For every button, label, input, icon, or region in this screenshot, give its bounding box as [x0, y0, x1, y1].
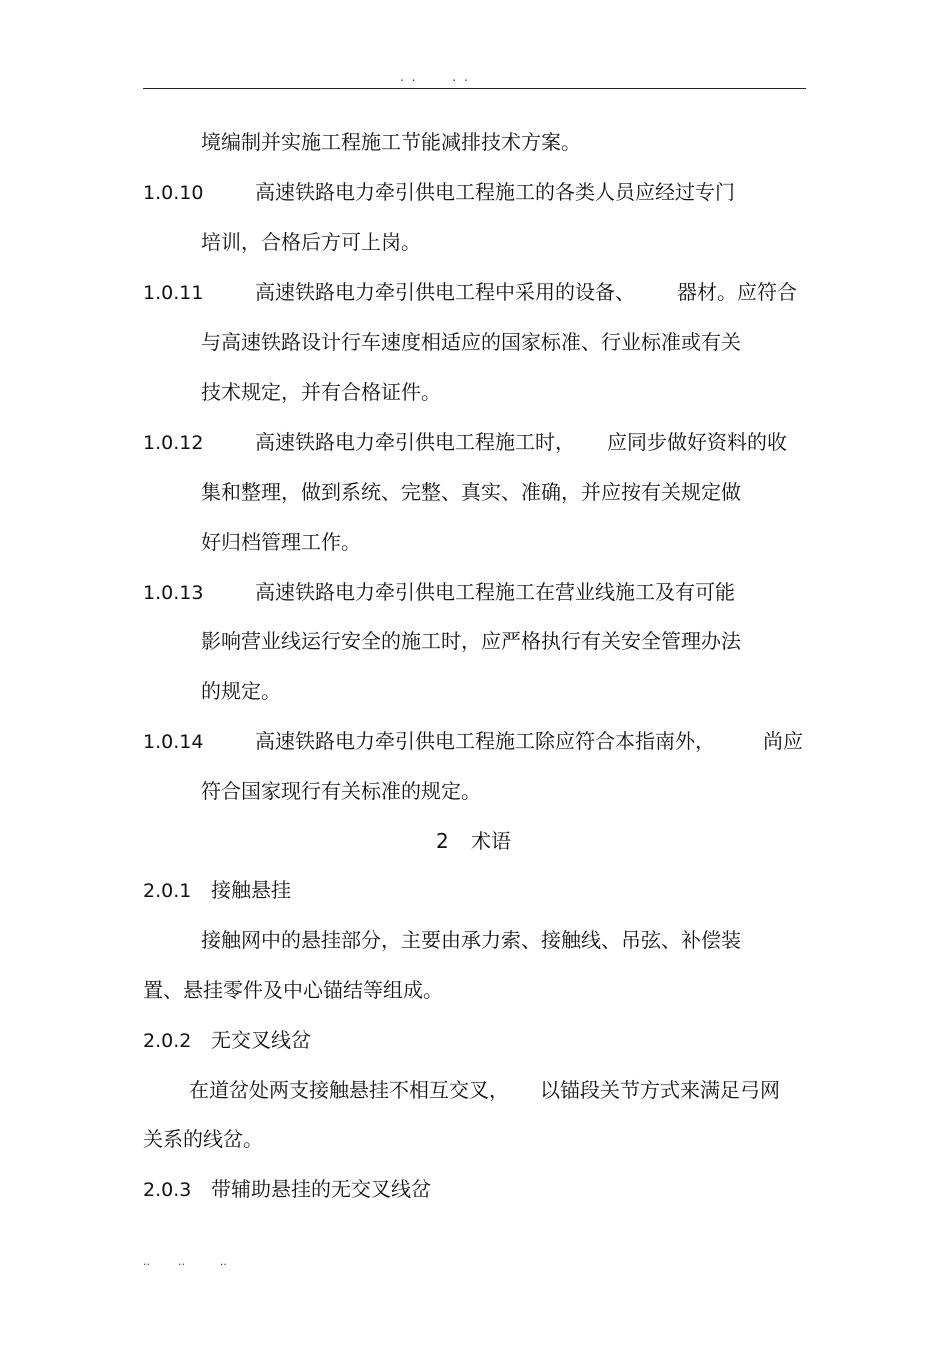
text-line: 的规定。 [201, 679, 281, 703]
term-title: 带辅助悬挂的无交叉线岔 [211, 1177, 431, 1201]
footer-dots: .. .. .. [143, 1255, 227, 1268]
clause-number: 1.0.10 [143, 182, 204, 204]
term-number: 2.0.3 [143, 1179, 192, 1201]
text-line: 符合国家现行有关标准的规定。 [201, 779, 481, 803]
section-title: 术语 [471, 829, 511, 853]
header-rule [143, 88, 806, 89]
clause-number: 1.0.12 [143, 432, 204, 454]
section-number: 2 [436, 829, 449, 853]
text-line: 关系的线岔。 [143, 1127, 263, 1151]
text-line: 以锚段关节方式来满足弓网 [540, 1078, 780, 1102]
text-line: 应同步做好资料的收 [607, 430, 787, 454]
text-line: 接触网中的悬挂部分，主要由承力索、接触线、吊弦、补偿装 [201, 928, 741, 952]
text-line: 好归档管理工作。 [201, 530, 361, 554]
text-line: 尚应 [763, 729, 803, 753]
text-line: 高速铁路电力牵引供电工程施工时， [255, 430, 575, 454]
text-line: 影响营业线运行安全的施工时，应严格执行有关安全管理办法 [201, 629, 741, 653]
text-line: 高速铁路电力牵引供电工程施工除应符合本指南外， [255, 729, 715, 753]
term-number: 2.0.1 [143, 880, 192, 902]
text-line: 在道岔处两支接触悬挂不相互交叉， [189, 1078, 509, 1102]
text-line: 技术规定，并有合格证件。 [201, 380, 441, 404]
text-line: 集和整理，做到系统、完整、真实、准确，并应按有关规定做 [201, 480, 741, 504]
text-line: 境编制并实施工程施工节能减排技术方案。 [201, 130, 581, 154]
text-line: 与高速铁路设计行车速度相适应的国家标准、行业标准或有关 [201, 330, 741, 354]
text-line: 高速铁路电力牵引供电工程中采用的设备、 [255, 280, 635, 304]
term-title: 无交叉线岔 [211, 1028, 311, 1052]
text-line: 高速铁路电力牵引供电工程施工在营业线施工及有可能 [255, 580, 735, 604]
term-number: 2.0.2 [143, 1030, 192, 1052]
text-line: 培训，合格后方可上岗。 [201, 230, 421, 254]
clause-number: 1.0.13 [143, 582, 204, 604]
text-line: 器材。应符合 [677, 280, 797, 304]
text-line: 置、悬挂零件及中心锚结等组成。 [143, 978, 443, 1002]
clause-number: 1.0.14 [143, 731, 204, 753]
clause-number: 1.0.11 [143, 282, 204, 304]
header-dots: . . . . [400, 70, 470, 84]
term-title: 接触悬挂 [211, 878, 291, 902]
text-line: 高速铁路电力牵引供电工程施工的各类人员应经过专门 [255, 180, 735, 204]
